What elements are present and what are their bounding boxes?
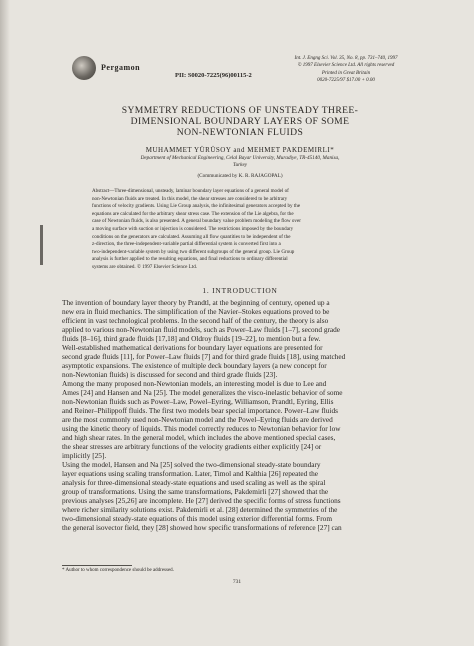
abstract-line: analysis is further applied to the resulting equations, and final reductions to ordinary differential [92,256,288,263]
author-list: MUHAMMET YÜRÜSOY and MEHMET PAKDEMIRLI* [145,146,335,154]
affiliation-line: Department of Mechanical Engineering, Celal Bayar University, Muradiye, TR-45140, Manisa, [140,155,340,161]
text-line: The invention of boundary layer theory by Prandtl, at the beginning of century, opened up a [62,298,330,307]
abstract-line: conditions on the generators are calculated. Assuming all flow quantities to be independent of the [92,233,291,240]
journal-line: © 1997 Elsevier Science Ltd. All rights reserved [297,63,395,69]
title-line: DIMENSIONAL BOUNDARY LAYERS OF SOME [130,116,350,127]
abstract-line: systems are obtained. © 1997 Elsevier Science Ltd. [92,263,198,270]
affiliation [90,155,390,169]
abstract-line: equations are calculated for the arbitrary shear stress case. The extension of the Lie algebra, for the [92,210,294,217]
text-line: non-Newtonian fluids such as Power–Law, Powel–Eyring, Williamson, Prandtl, Eyring, Ellis [62,397,334,406]
abstract-line: a moving surface with suction or injection is considered. The restrictions imposed by the boundary [92,225,294,232]
journal-line: Printed in Great Britain [321,70,371,76]
abstract-line: case of Newtonian fluids, is also presented. A general boundary value problem modeling the flow over [92,218,301,225]
text-line: implicitly [25]. [62,451,107,460]
abstract-line: z-direction, the three-independent-variable partial differential system is converted first into a [92,241,281,248]
footnote: * Author to whom correspondence should be addressed. [62,568,174,573]
text-line: the general isovector field, they [28] showed how specific transformations of reference [27] can [62,523,342,532]
text-line: applied to various non-Newtonian fluid models, such as Power–Law fluids [1–7], second grade [62,325,341,334]
publisher-name: Pergamon [101,63,141,72]
text-line: are the most commonly used non-Newtonian model and the Powel–Eyring fluids are derived [62,415,333,424]
text-line: Using the model, Hansen and Na [25] solved the two-dimensional steady-state boundary [62,460,321,469]
paper-title [90,105,390,138]
title-line: SYMMETRY REDUCTIONS OF UNSTEADY THREE- [121,105,359,116]
text-line: new era in fluid mechanics. The simplification of the Navier–Stokes equations proved to be [62,307,330,316]
page-number: 731 [232,579,242,585]
text-line: Ames [24] and Hansen and Na [25]. The model generalizes the visco-inelastic behavior of some [62,388,343,397]
abstract-line: two-independent-variable system by using two different subgroups of the general group. Lie Group [92,248,295,255]
text-line: non-Newtonian fluids) is discussed for second and third grade fluids [23]. [62,370,278,379]
journal-line: Int. J. Engng Sci. Vol. 35, No. 8, pp. 731–740, 1997 [294,56,398,61]
paragraph [62,298,414,379]
communicated-by: (Communicated by K. R. RAJAGOPAL) [197,173,283,179]
page-crease-mark [40,225,43,265]
text-line: two-dimensional steady-state equations of this model using exterior differential forms. From [62,514,332,523]
text-line: second grade fluids [11], for Power–Law fluids [7] and for third grade fluids [18], using matched [62,352,346,361]
text-line: layer equations using scaling transformation. Later, Timol and Kalthia [26] repeated the [62,469,319,478]
footnote-rule [62,565,132,566]
text-line: efficient in vast technological problems. In the second half of the century, the theory is also [62,316,329,325]
publisher-logo-icon [72,56,96,80]
text-line: and Reiner–Philippoff fluids. The first two models bear special importance. Power–Law fluids [62,406,338,415]
text-line: Well-established mathematical derivations for boundary layer equations are presented for [62,343,323,352]
page-edge-shadow [0,0,10,646]
text-line: analysis for three-dimensional steady-state equations and used scaling as well as the spiral [62,478,326,487]
abstract-line: Abstract—Three-dimensional, unsteady, laminar boundary layer equations of a general model of [92,188,289,194]
text-line: previous analyses [25,26] are incomplete. He [27] derived the specific forms of stress functions [62,496,341,505]
text-line: fluids [8–16], third grade fluids [17,18] and Oldroy fluids [19–22], to mention but a few. [62,334,321,343]
text-line: using the kinetic theory of liquids. This model correctly reduces to Newtonian behavior for low [62,424,341,433]
abstract-line: functions of velocity gradients. Using Lie Group analysis, the infinitesimal generators accepted by the [92,203,301,210]
text-line: Among the many proposed non-Newtonian models, an interesting model is due to Lee and [62,379,327,388]
title-line: NON-NEWTONIAN FLUIDS [176,127,304,138]
abstract-line: non-Newtonian fluids are treated. In this model, the shear stresses are considered to be arbitrary [92,195,288,202]
section-heading: 1. INTRODUCTION [202,286,278,295]
abstract [92,188,388,272]
paragraph [62,460,414,532]
text-line: where richer similarity solutions exist. Pakdemirli et al. [28] determined the symmetries of the [62,505,338,514]
text-line: and high shear rates. In the general model, which includes the above mentioned special cases, [62,433,336,442]
body-text [62,298,414,532]
text-line: group of transformations. Using the same transformations, Pakdemirli [27] showed that the [62,487,329,496]
text-line: asymptotic expansions. The existence of multiple deck boundary layers (a new concept for [62,361,327,370]
paragraph [62,379,414,460]
journal-info [286,55,406,85]
text-line: the shear stresses are arbitrary functions of the velocity gradients either explicitly [24] or [62,442,322,451]
affiliation-line: Turkey [232,162,248,168]
journal-line: 0020-7225/97 $17.00 + 0.00 [317,78,375,84]
pii-code: PII: S0020-7225(96)00115-2 [175,72,252,79]
